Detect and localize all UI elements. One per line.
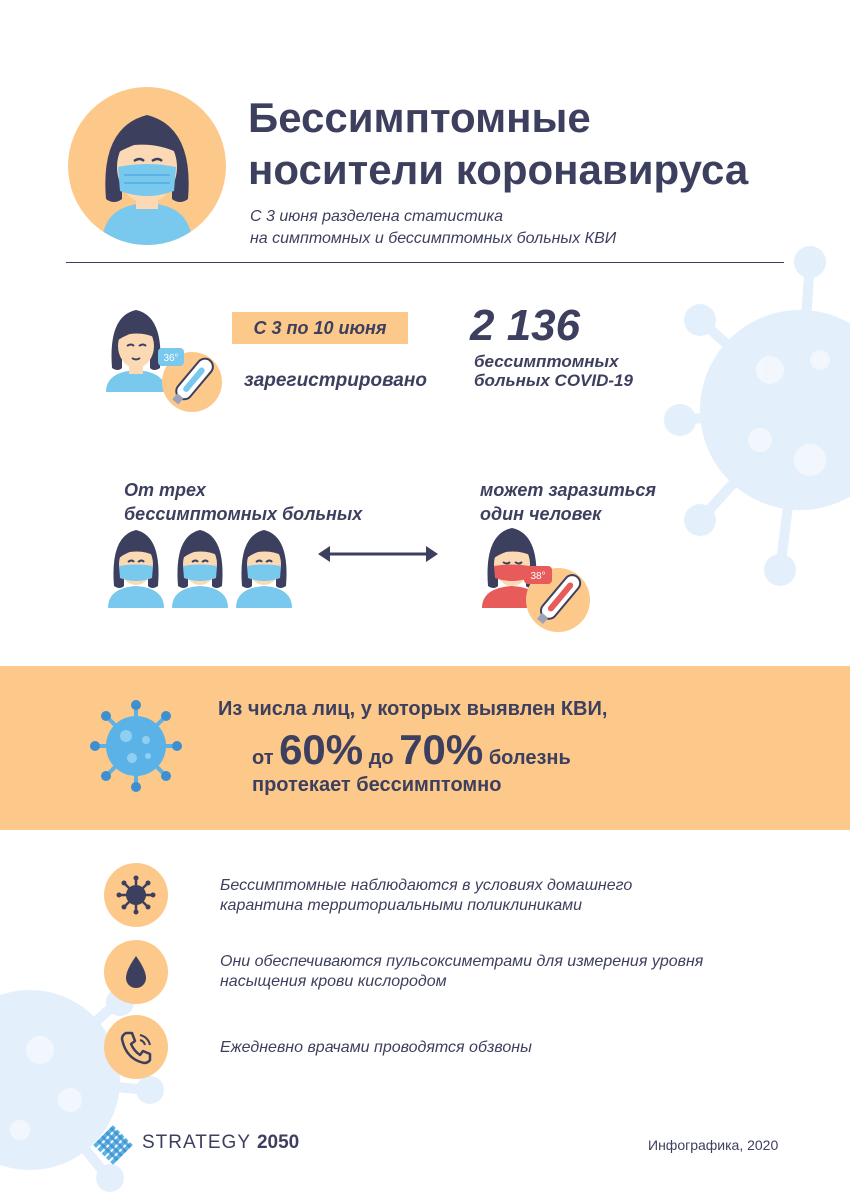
phone-icon [104,1015,168,1079]
double-arrow-icon [316,542,440,566]
to-word: до [368,747,394,769]
info-item-1-line-2: карантина территориальными поликлиниками [220,897,583,914]
count-caption-line-2: больных COVID-19 [474,371,633,390]
three-carriers-line-2: бессимптомных больных [124,504,363,524]
info-icon-circle [104,1015,168,1079]
title-line-2: носители коронавируса [248,146,749,193]
thermometer-reading-high: 38° [530,571,546,582]
highlight-line-2 [252,726,571,774]
info-icon-circle [104,940,168,1004]
brand-name [142,1132,299,1154]
background-virus-icon [0,980,170,1200]
virus-icon [104,863,168,927]
subtitle-line-1: С 3 июня разделена статистика [250,208,504,225]
three-carriers-label [124,478,424,526]
masked-carrier-avatar [234,526,294,608]
info-item-3 [220,1038,780,1058]
date-range-badge: С 3 по 10 июня [232,312,408,344]
info-item-1-line-1: Бессимптомные наблюдаются в условиях домашнего [220,877,633,894]
footer-note: Инфографика, 2020 [648,1137,779,1153]
thermometer-reading-low: 36° [163,353,179,364]
info-item-1 [220,876,780,916]
info-item-2-line-2: насыщения крови кислородом [220,973,447,990]
subtitle-line-2: на симптомных и бессимптомных больных КВИ [250,230,617,247]
header-divider [66,262,784,263]
info-icon-circle [104,863,168,927]
page-title [248,92,808,196]
background-virus-icon [660,240,850,600]
thermometer-icon [156,344,222,414]
brand-year: 2050 [256,1132,300,1153]
highlight-line-1: Из числа лиц, у которых выявлен КВИ, [218,698,608,720]
info-item-3-line-1: Ежедневно врачами проводятся обзвоны [220,1039,532,1056]
one-infected-line-1: может заразиться [480,480,657,500]
highlight-line-3: протекает бессимптомно [252,774,502,796]
percent-high: 70% [399,726,484,773]
masked-carrier-avatar [170,526,230,608]
asymptomatic-count: 2 136 [470,301,581,350]
percent-low: 60% [279,726,364,773]
one-infected-label [480,478,720,526]
brand-word: STRATEGY [142,1132,251,1153]
count-caption-line-1: бессимптомных [474,352,619,371]
page-subtitle [250,206,770,250]
fever-thermometer-icon [520,560,590,634]
three-carriers-line-1: От трех [124,480,206,500]
virus-icon [90,700,182,792]
one-infected-line-2: один человек [480,504,602,524]
registered-label: зарегистрировано [244,370,427,391]
illness-word: болезнь [488,747,571,769]
masked-woman-avatar [68,87,226,245]
info-item-2-line-1: Они обеспечиваются пульсоксиметрами для измерения уровня [220,953,704,970]
count-caption [474,352,674,390]
blood-drop-icon [104,940,168,1004]
info-item-2 [220,952,780,992]
title-line-1: Бессимптомные [248,94,591,141]
masked-carrier-avatar [106,526,166,608]
strategy-logo-icon [92,1124,134,1166]
from-word: от [252,747,274,769]
